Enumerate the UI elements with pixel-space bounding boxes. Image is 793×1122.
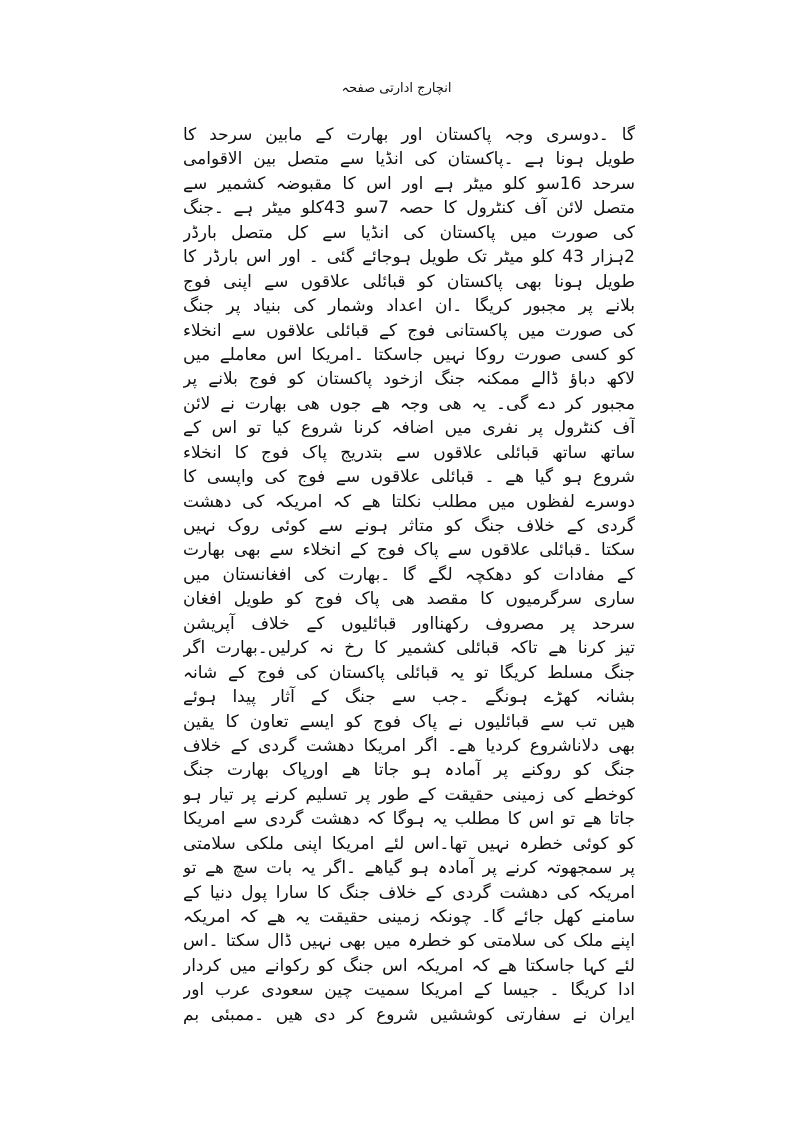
text-line: سکتا ۔قبائلی علاقوں سے پاک فوج کے انخلاء سے بھی بھارت: [183, 540, 635, 561]
text-line: طویل ہونا بھی پاکستان کو قبائلی علاقوں سے اپنی فوج: [183, 271, 635, 292]
text-line: کوخطے کی زمینی حقیقت کے طور پر تسلیم کرنے پر تیار ہو: [183, 784, 635, 805]
text-line: کی صورت میں پاکستان کی انڈیا سے کل متصل بارڈر: [183, 222, 635, 243]
text-line: بلانے پر مجبور کریگا ۔ان اعداد وشمار کی بنیاد پر جنگ: [183, 296, 635, 317]
text-line: سامنے کھل جائے گا۔ چونکہ زمینی حقیقت یہ ھے کہ امریکہ: [183, 907, 635, 927]
text-line: جاتا ھے تو اس کا مطلب یہ ہوگا کہ دھشت گردی سے امریکا: [183, 809, 635, 830]
text-line: کے مفادات کو دھکچہ لگے گا ۔بھارت کی افغانستان میں: [183, 564, 635, 585]
text-line: ادا کریگا ۔ جیسا کے امریکا سمیت چین سعودی عرب اور: [183, 980, 635, 1001]
text-line: امریکہ کی دھشت گردی کے خلاف جنگ کا سارا پول دنیا کے: [183, 882, 635, 903]
text-line: شروع ہو گیا ھے ۔ قبائلی علاقوں سے فوج کی واپسی کا: [183, 467, 635, 488]
text-line: مجبور کر دے گی۔ یہ ھی وجہ ھے جوں ھی بھارت نے لائن: [183, 393, 635, 414]
text-line: سرحد پر مصروف رکھنااور قبائلیوں کے خلاف آپریشن: [183, 613, 635, 634]
text-line: ھیں تب سے قبائلیوں نے پاک فوج کو ایسے تعاون کا یقین: [183, 711, 635, 732]
text-line: لاکھ دباؤ ڈالے ممکنہ جنگ ازخود پاکستان کو فوج بلانے پر: [183, 369, 635, 390]
text-line: ساتھ ساتھ قبائلی علاقوں سے بتدریج پاک فوج کا انخلاء: [183, 442, 635, 463]
article-body: [183, 123, 635, 1027]
text-line: ساری سرگرمیوں کا مقصد ھی پاک فوج کو طویل افغان: [183, 589, 635, 610]
text-line: گا ۔دوسری وجہ پاکستان اور بھارت کے مابین سرحد کا: [183, 125, 635, 145]
text-line: تیز کرنا ھے تاکہ قبائلی کشمیر کا رخ نہ کرلیں۔بھارت اگر: [183, 638, 635, 659]
text-line: جنگ مسلط کریگا تو یہ قبائلی پاکستان کی فوج کے شانہ: [183, 662, 635, 683]
text-line: کی صورت میں پاکستانی فوج کے قبائلی علاقوں سے انخلاء: [183, 320, 635, 341]
text-line: کو کسی صورت روکا نہیں جاسکتا ۔امریکا اس معاملے میں: [183, 344, 635, 365]
text-line: گردی کے خلاف جنگ کو متاثر ہونے سے کوئی روک نہیں: [183, 516, 635, 536]
text-line: متصل لائن آف کنٹرول کا حصہ 7سو 43کلو میٹر ہے ۔جنگ: [183, 198, 635, 219]
text-line: پر سمجھوتہ کرنے پر آمادہ ہو گیاھے ۔اگر یہ بات سچ ھے تو: [183, 858, 635, 879]
text-line: کو کوئی خطرہ نہیں تھا۔اس لئے امریکا اپنی ملکی سلامتی: [183, 833, 635, 854]
text-line: اپنے ملک کی سلامتی کو خطرہ میں بھی نہیں ڈال سکتا ۔اس: [183, 931, 635, 952]
text-line: طویل ہونا ہے ۔پاکستان کی انڈیا سے متصل بین الاقوامی: [183, 149, 635, 170]
text-line: جنگ کو روکنے پر آمادہ ہو جاتا ھے اورپاک بھارت جنگ: [183, 760, 635, 781]
text-line: آف کنٹرول پر نفری میں اضافہ کرنا شروع کیا تو اس کے: [183, 418, 635, 439]
text-line: لئے کہا جاسکتا ھے کہ امریکہ اس جنگ کو رکوانے میں کردار: [183, 955, 635, 976]
text-line: دوسرے لفظوں میں مطلب نکلتا ھے کہ امریکہ کی دھشت: [183, 491, 635, 512]
page-header-title: انچارج ادارتی صفحہ: [341, 81, 452, 96]
text-line: بشانہ کھڑے ہونگے ۔جب سے جنگ کے آثار پیدا ہوئے: [183, 687, 635, 708]
text-line: 2ہزار 43 کلو میٹر تک طویل ہوجائے گئی ۔ اور اس بارڈر کا: [183, 247, 635, 268]
text-line: ایران نے سفارتی کوششیں شروع کر دی ھیں ۔ممبئی بم: [183, 1004, 635, 1025]
text-line: بھی دلاناشروع کردیا ھے۔ اگر امریکا دھشت گردی کے خلاف: [183, 735, 635, 756]
text-line: سرحد 16سو کلو میٹر ہے اور اس کا مقبوضہ کشمیر سے: [183, 173, 635, 194]
